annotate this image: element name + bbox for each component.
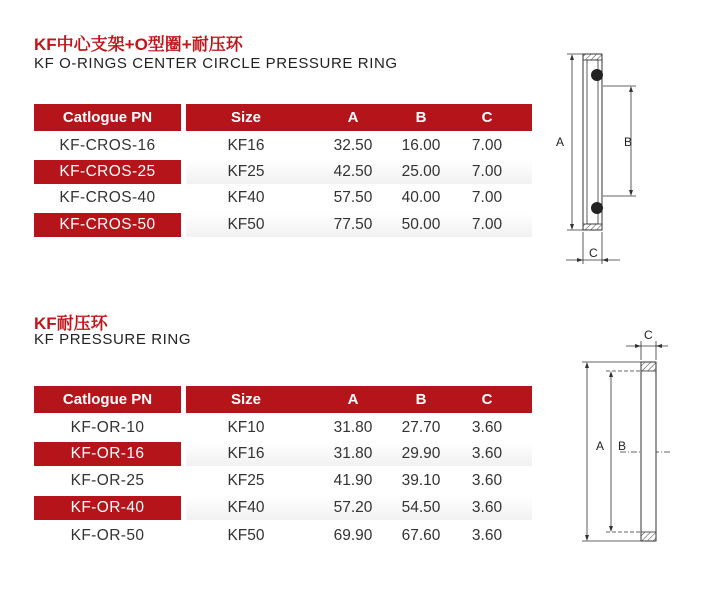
- table2-cell-size: KF50: [227, 527, 265, 544]
- table1-cell-b: 25.00: [401, 163, 441, 180]
- table1-header-b: B: [415, 109, 427, 126]
- table1-header-size: Size: [230, 109, 261, 126]
- table2-cell-a: 41.90: [333, 472, 373, 489]
- table1-cell-c: 7.00: [471, 216, 503, 233]
- table2-cell-b: 67.60: [401, 527, 441, 544]
- table2-cell-pn: KF-OR-10: [70, 419, 145, 436]
- table2-cell-c: 3.60: [471, 499, 503, 516]
- table2-cell-a: 31.80: [333, 419, 373, 436]
- table2-header-right: [186, 386, 532, 413]
- table2-cell-b: 54.50: [401, 499, 441, 516]
- table1-header-pn: Catlogue PN: [34, 104, 181, 131]
- section2-title-en: KF PRESSURE RING: [34, 331, 192, 348]
- table1-cell-a: 57.50: [333, 189, 373, 206]
- table1-cell-size: KF40: [227, 189, 265, 206]
- table1-cell-a: 32.50: [333, 137, 373, 154]
- table2-cell-a: 31.80: [333, 445, 373, 462]
- table1-header-right: [186, 104, 532, 131]
- table2-cell-a: 69.90: [333, 527, 373, 544]
- diagram2-label-b: B: [618, 439, 627, 453]
- table1-cell-b: 50.00: [401, 216, 441, 233]
- section1-title-cn: KF中心支架+O型圈+耐压环: [34, 35, 243, 54]
- table2-cell-a: 57.20: [333, 499, 373, 516]
- table2-header-a: A: [347, 391, 359, 408]
- diagram1-label-a: A: [556, 135, 565, 149]
- diagram1-label-b: B: [624, 135, 633, 149]
- diagram2-label-a: A: [596, 439, 605, 453]
- section2-title-cn: KF耐压环: [34, 314, 108, 333]
- table2-header-b: B: [415, 391, 427, 408]
- table2-cell-pn: KF-OR-25: [70, 472, 145, 489]
- table2-cell-pn: KF-OR-50: [70, 527, 145, 544]
- table2-cell-b: 29.90: [401, 445, 441, 462]
- table1-cell-c: 7.00: [471, 163, 503, 180]
- table1-cell-size: KF25: [227, 163, 265, 180]
- table2-cell-c: 3.60: [471, 445, 503, 462]
- table1-cell-pn: KF-CROS-16: [59, 137, 156, 154]
- table1-header-c: C: [481, 109, 493, 126]
- table1-header-a: A: [347, 109, 359, 126]
- table2-cell-c: 3.60: [471, 419, 503, 436]
- table2-cell-size: KF16: [227, 445, 265, 462]
- table1-cell-pn: KF-CROS-50: [34, 213, 181, 237]
- center-ring-diagram: [548, 40, 658, 270]
- table2-cell-c: 3.60: [471, 472, 503, 489]
- table2-cell-b: 27.70: [401, 419, 441, 436]
- diagram2-label-c: C: [644, 328, 653, 342]
- pressure-ring-diagram: [575, 320, 685, 552]
- table1-cell-b: 16.00: [401, 137, 441, 154]
- table1-cell-pn: KF-CROS-25: [34, 160, 181, 184]
- table2-cell-size: KF40: [227, 499, 265, 516]
- diagram1-label-c: C: [589, 246, 598, 260]
- table2-cell-pn: KF-OR-40: [34, 496, 181, 520]
- table2-cell-size: KF25: [227, 472, 265, 489]
- table1-cell-size: KF16: [227, 137, 265, 154]
- table1-cell-pn: KF-CROS-40: [59, 189, 156, 206]
- section1-title-en: KF O-RINGS CENTER CIRCLE PRESSURE RING: [34, 55, 398, 72]
- table2-cell-size: KF10: [227, 419, 265, 436]
- table2-header-pn: Catlogue PN: [34, 386, 181, 413]
- table1-cell-c: 7.00: [471, 189, 503, 206]
- table1-cell-size: KF50: [227, 216, 265, 233]
- table1-cell-c: 7.00: [471, 137, 503, 154]
- table2-cell-c: 3.60: [471, 527, 503, 544]
- table1-cell-b: 40.00: [401, 189, 441, 206]
- table1-cell-a: 42.50: [333, 163, 373, 180]
- table1-cell-a: 77.50: [333, 216, 373, 233]
- table2-cell-b: 39.10: [401, 472, 441, 489]
- table2-header-size: Size: [230, 391, 261, 408]
- table2-header-c: C: [481, 391, 493, 408]
- table2-cell-pn: KF-OR-16: [34, 442, 181, 466]
